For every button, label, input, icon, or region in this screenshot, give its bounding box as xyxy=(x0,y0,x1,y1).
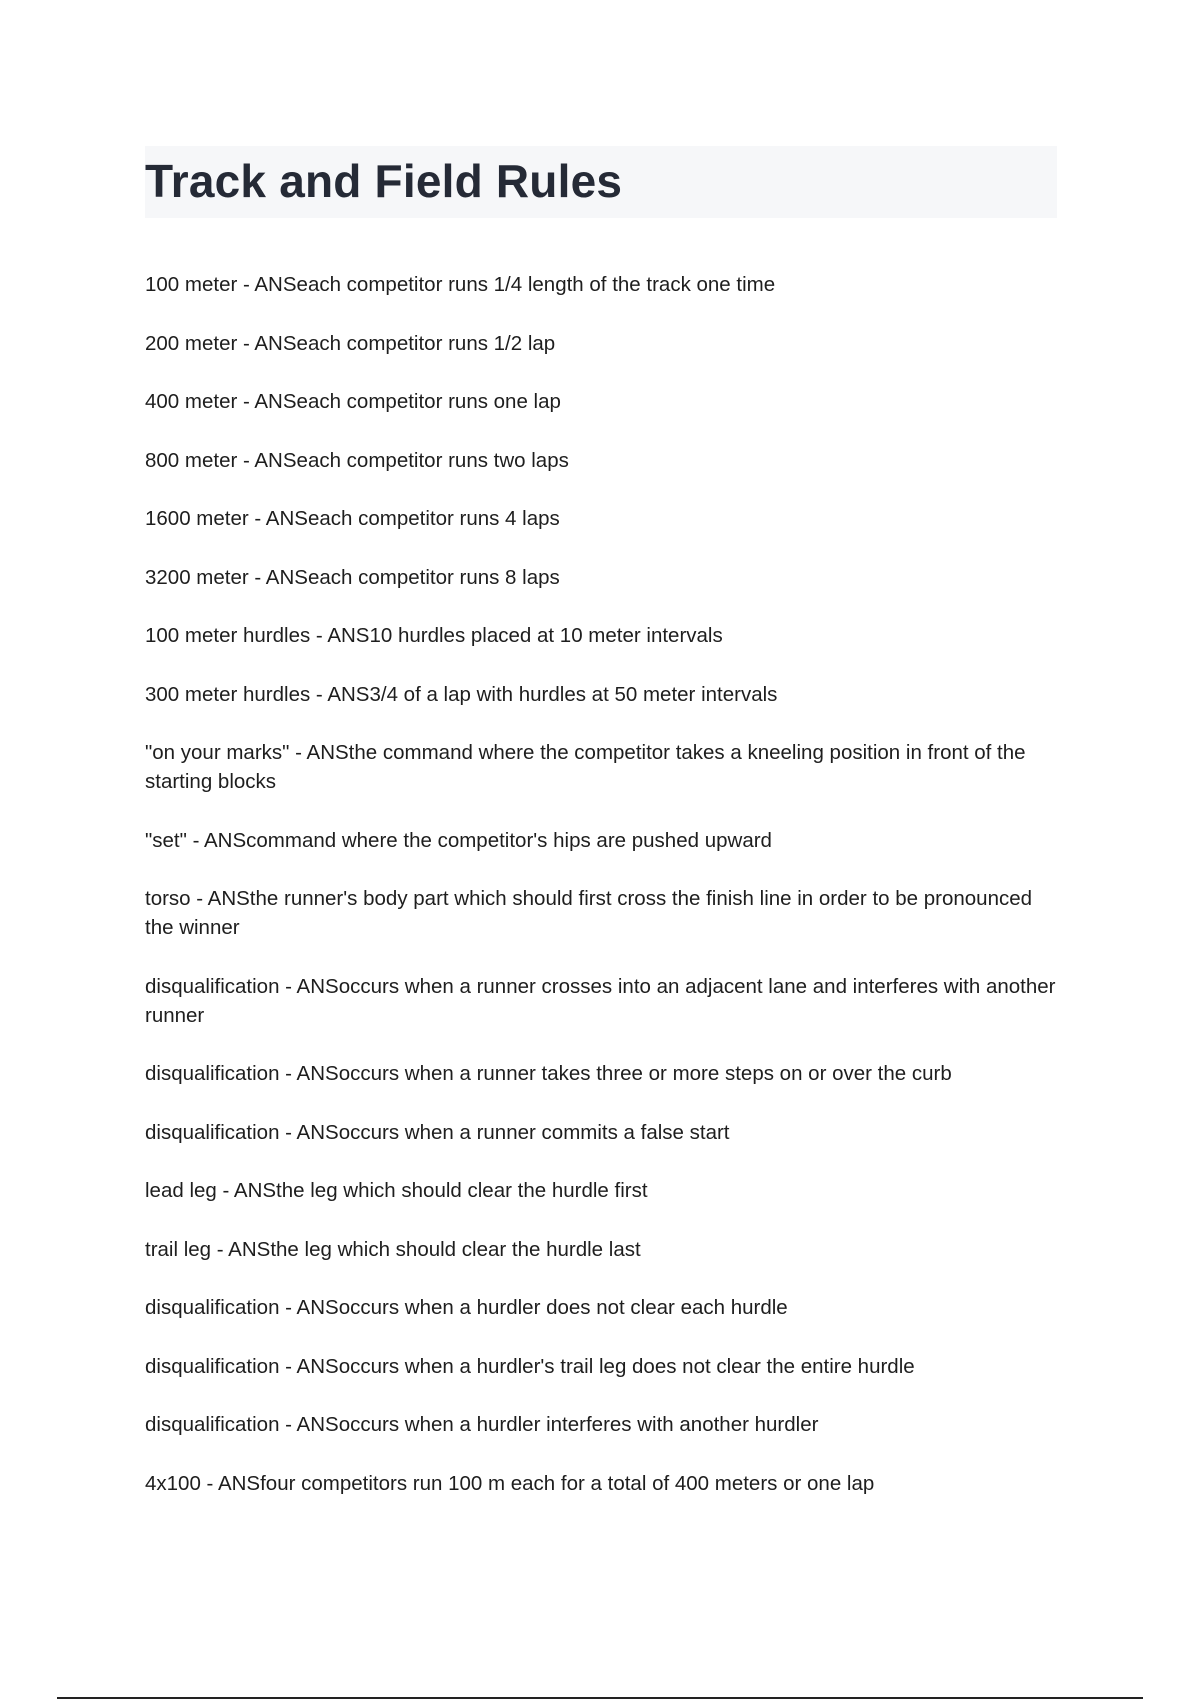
list-item: "on your marks" - ANSthe command where the competitor takes a kneeling position in front of the starting blocks xyxy=(145,741,1026,793)
list-item: disqualification - ANSoccurs when a runner takes three or more steps on or over the curb xyxy=(145,1062,952,1085)
list-item: disqualification - ANSoccurs when a hurdler interferes with another hurdler xyxy=(145,1413,819,1436)
list-item: trail leg - ANSthe leg which should clear the hurdle last xyxy=(145,1237,641,1261)
list-item: disqualification - ANSoccurs when a runner commits a false start xyxy=(145,1120,730,1144)
list-item: 300 meter hurdles - ANS3/4 of a lap with hurdles at 50 meter intervals xyxy=(145,682,778,706)
list-item: disqualification - ANSoccurs when a hurdler does not clear each hurdle xyxy=(145,1296,788,1319)
list-item: 400 meter - ANSeach competitor runs one lap xyxy=(145,390,561,413)
list-item: 1600 meter - ANSeach competitor runs 4 laps xyxy=(145,507,560,530)
list-item: 800 meter - ANSeach competitor runs two laps xyxy=(145,448,569,472)
list-item: 4x100 - ANSfour competitors run 100 m each for a total of 400 meters or one lap xyxy=(145,1471,875,1495)
list-item: lead leg - ANSthe leg which should clear the hurdle first xyxy=(145,1179,648,1202)
list-item: torso - ANSthe runner's body part which should first cross the finish line in order to be pronounced the winner xyxy=(145,887,1033,939)
rules-list xyxy=(145,270,1057,1527)
page-title: Track and Field Rules xyxy=(145,155,623,207)
footer-divider xyxy=(57,1697,1143,1699)
list-item: 200 meter - ANSeach competitor runs 1/2 lap xyxy=(145,331,556,355)
list-item: disqualification - ANSoccurs when a runner crosses into an adjacent lane and interferes with another runner xyxy=(145,974,1056,1027)
list-item: 3200 meter - ANSeach competitor runs 8 laps xyxy=(145,565,560,589)
list-item: "set" - ANScommand where the competitor's hips are pushed upward xyxy=(145,828,772,852)
list-item: disqualification - ANSoccurs when a hurdler's trail leg does not clear the entire hurdle xyxy=(145,1354,915,1378)
list-item: 100 meter hurdles - ANS10 hurdles placed at 10 meter intervals xyxy=(145,624,723,647)
list-item: 100 meter - ANSeach competitor runs 1/4 length of the track one time xyxy=(145,273,776,296)
title-banner xyxy=(145,146,1057,218)
